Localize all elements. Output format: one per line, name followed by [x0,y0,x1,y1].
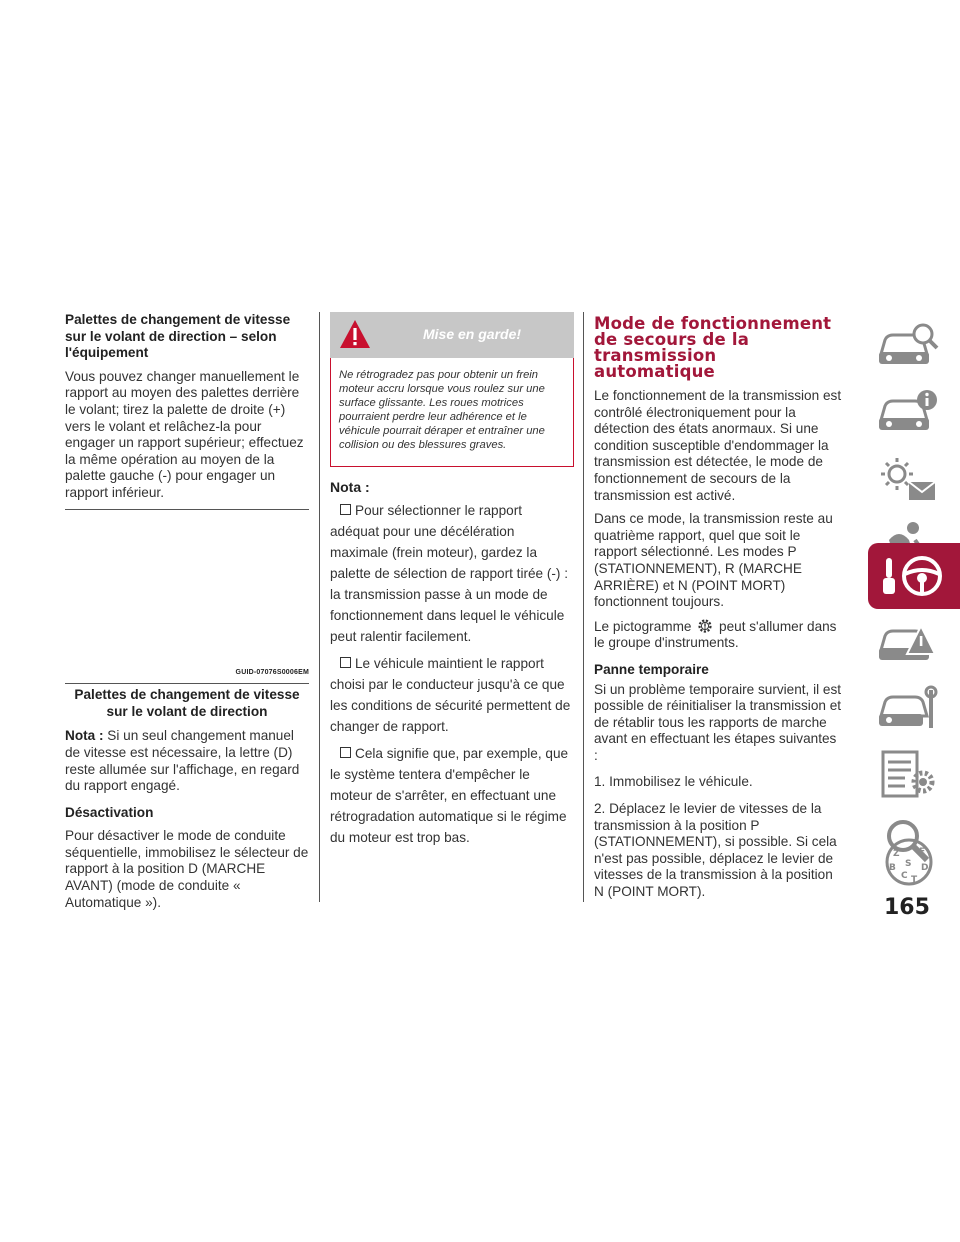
svg-text:Z: Z [893,849,900,859]
car-info-icon [875,386,941,438]
sub-heading: Panne temporaire [594,661,709,677]
bullet-item: Cela signifie que, par exemple, que le système tentera d'empêcher le moteur de s'arrêter, en effectuant une rétrogradation automatique si le régime du moteur est trop bas. [330,745,569,845]
right-column [594,312,842,908]
nota-text: Si un seul changement manuel de vitesse est nécessaire, la lettre (D) reste allumée sur l'affichage, en regard du rapport engagé. [65,728,300,794]
paragraph-1: Le fonctionnement de la transmission est contrôlé électroniquement pour la détection des états anormaux. Si une condition susceptible d'endommager la transmission est détectée, le mode de fonctionnement de secours de la transmission est activé. [594,388,842,503]
nota-paragraph [65,728,309,794]
list-gear-icon [875,748,941,800]
car-accident-icon [875,616,941,668]
warning-header [330,312,574,358]
alphabet-index-icon [875,836,941,888]
bullet-item: Pour sélectionner le rapport adéquat pour une décélération maximale (frein moteur), gardez la palette de sélection de rapport tirée (-) : la transmission passe à un mode de fonctionnement dans lequel le véhicule peut ralentir facilement. [330,502,569,644]
paragraph-2: Dans ce mode, la transmission reste au quatrième rapport, quel que soit le rapport sélectionné. Les modes P (STATIONNEMENT), R (MARCHE ARRIÈRE) et N (POINT MORT) fonctionnent toujours. [594,511,833,610]
warning-body: Ne rétrogradez pas pour obtenir un frein moteur accru lorsque vous roulez sur une surface glissante. Les roues motrices pourraient perdre leur adhérence et le véhicule pourrait déraper et entraîner une collision ou des blessures graves. [330,358,574,467]
left-column [65,312,309,918]
deactivation-text: Pour désactiver le mode de conduite séquentielle, immobilisez le sélecteur de rapport à la position D (MARCHE AVANT) (mode de conduite « Automatique »). [65,828,309,910]
section-heading-red: Mode de fonctionnement de secours de la transmission automatique [594,314,832,381]
figure-caption: Palettes de changement de vitesse sur le volant de direction [74,687,300,719]
svg-text:S: S [905,859,912,869]
sidebar-tab-car-info[interactable] [866,380,950,444]
warning-title: Mise en garde! [422,326,522,342]
sidebar-tab-warning-lights[interactable] [866,446,950,510]
car-wrench-icon [875,682,941,734]
section-heading: Palettes de changement de vitesse sur le volant de direction – selon l'équipement [65,312,291,361]
middle-column [330,312,574,854]
svg-text:T: T [911,875,918,885]
paragraph-4: Si un problème temporaire survient, il est possible de réinitialiser la transmission et de rétablir tous les rapports de marche avant en effectuant les étapes suivantes : [594,681,842,763]
page-number: 165 [884,895,930,920]
warning-light-envelope-icon [875,452,941,504]
sidebar-tab-maintenance[interactable] [866,676,950,740]
checkbox-bullet-icon [340,504,351,515]
checkbox-bullet-icon [340,747,351,758]
step-1: 1. Immobilisez le véhicule. [594,774,753,790]
figure-area [65,510,309,665]
nota-title: Nota : [330,479,370,495]
column-divider-1 [319,312,320,902]
figure-code: GUID-07076S0006EM [65,665,309,685]
car-search-icon [875,320,941,372]
checkbox-bullet-icon [340,657,351,668]
svg-text:B: B [889,863,896,873]
sidebar-tab-emergency[interactable] [866,610,950,674]
deactivation-heading: Désactivation [65,804,154,820]
column-divider-2 [583,312,584,902]
nota-label: Nota : [65,728,104,744]
sidebar-tab-car-search[interactable] [866,314,950,378]
sidebar-tab-starting-driving[interactable] [868,543,960,609]
intro-paragraph: Vous pouvez changer manuellement le rapport au moyen des palettes derrière le volant; tirez la palette de droite (+) vers le volant et relâchez-la pour engager un rapport supérieur; effectuez la même opération au moyen de la palette gauche (-) pour engager un rapport inférieur. [65,368,304,500]
transmission-warning-icon [697,618,713,634]
step-2: 2. Déplacez le levier de vitesses de la transmission à la position P (STATIONNEMENT), si possible. Si cela n'est pas possible, déplacez le levier de vitesses de la transmission à la position N (POINT MORT). [594,801,837,900]
sidebar-tab-index[interactable] [866,832,950,892]
svg-text:C: C [901,871,908,881]
svg-text:E: E [919,847,926,857]
bullet-item: Le véhicule maintient le rapport choisi par le conducteur jusqu'à ce que les conditions de sécurité permettent de changer de rapport. [330,655,571,734]
paragraph-3: Le pictogramme peut s'allumer dans le groupe d'instruments. [594,618,837,651]
key-steering-wheel-icon [878,548,950,604]
sidebar-tab-technical[interactable] [866,742,950,806]
svg-text:D: D [921,863,929,873]
